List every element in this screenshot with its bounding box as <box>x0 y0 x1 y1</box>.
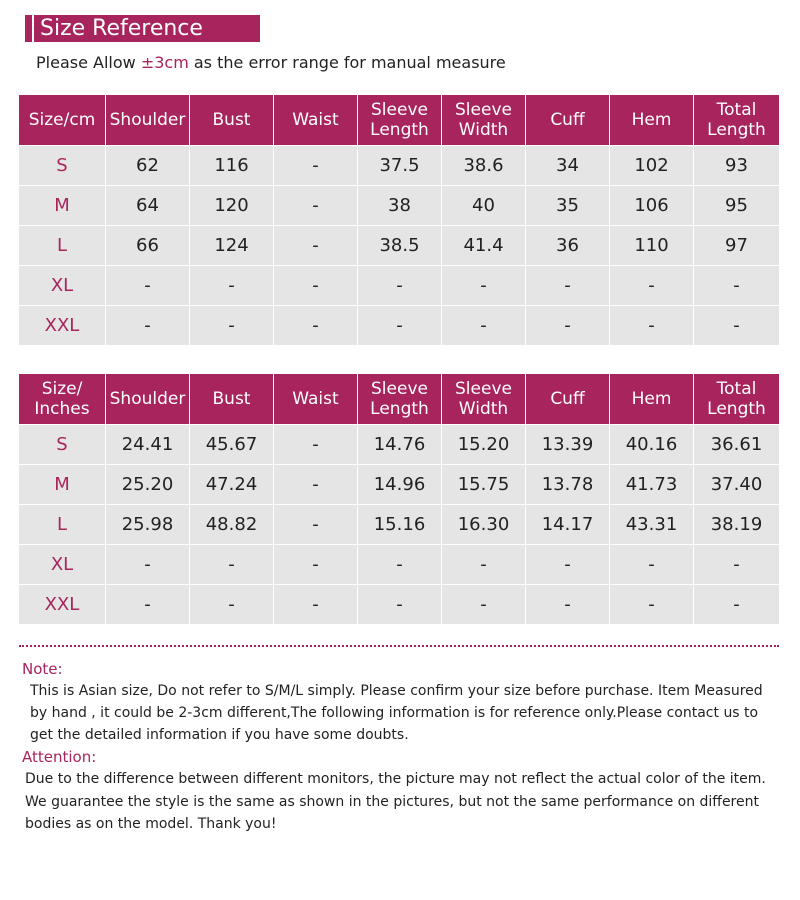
measurement-cell: 62 <box>106 145 190 185</box>
measurement-cell: - <box>694 305 779 345</box>
measurement-cell: - <box>358 584 442 624</box>
table-row <box>19 185 779 225</box>
measurement-cell: - <box>274 544 358 584</box>
measurement-cell: 106 <box>610 185 694 225</box>
measurement-cell: 102 <box>610 145 694 185</box>
measurement-cell: - <box>106 584 190 624</box>
measurement-cell: - <box>526 265 610 305</box>
measurement-cell: - <box>526 544 610 584</box>
measurement-cell: 41.73 <box>610 464 694 504</box>
measurement-cell: - <box>274 305 358 345</box>
table-row <box>19 584 779 624</box>
column-header-text: Sleeve <box>371 100 428 120</box>
column-header <box>526 95 610 145</box>
measurement-cell: 36.61 <box>694 424 779 464</box>
page-title: Size Reference <box>40 16 203 41</box>
measurement-cell: 14.96 <box>358 464 442 504</box>
measurement-cell: 38.5 <box>358 225 442 265</box>
size-label: S <box>19 424 106 464</box>
measurement-cell: - <box>274 145 358 185</box>
measurement-cell: - <box>694 265 779 305</box>
column-header-text: Inches <box>34 399 90 419</box>
size-label: L <box>19 225 106 265</box>
measurement-cell: - <box>442 584 526 624</box>
column-header <box>358 95 442 145</box>
measurement-cell: 48.82 <box>190 504 274 544</box>
column-header <box>274 95 358 145</box>
table-row <box>19 504 779 544</box>
measurement-cell: - <box>610 305 694 345</box>
measurement-cell: 15.20 <box>442 424 526 464</box>
measurement-cell: - <box>358 265 442 305</box>
measurement-cell: 38 <box>358 185 442 225</box>
column-header <box>610 374 694 424</box>
size-label: L <box>19 504 106 544</box>
measurement-cell: - <box>610 584 694 624</box>
column-header <box>526 374 610 424</box>
measurement-cell: 15.75 <box>442 464 526 504</box>
column-header-text: Sleeve <box>455 100 512 120</box>
measurement-cell: 64 <box>106 185 190 225</box>
measurement-cell: - <box>358 544 442 584</box>
measurement-cell: - <box>274 504 358 544</box>
column-header-text: Length <box>370 399 429 419</box>
measurement-cell: 16.30 <box>442 504 526 544</box>
column-header-text: Length <box>707 399 766 419</box>
measurement-cell: - <box>190 544 274 584</box>
measurement-cell: 36 <box>526 225 610 265</box>
column-header <box>694 374 779 424</box>
attention-line: We guarantee the style is the same as shown in the pictures, but not the same performance on different <box>25 793 759 810</box>
measurement-cell: 66 <box>106 225 190 265</box>
column-header <box>610 95 694 145</box>
measurement-cell: 41.4 <box>442 225 526 265</box>
measurement-cell: - <box>190 265 274 305</box>
attention-heading: Attention: <box>22 748 97 766</box>
error-range-value: ±3cm <box>140 53 189 72</box>
column-header-text: Total <box>716 100 757 120</box>
measurement-cell: - <box>358 305 442 345</box>
column-header-text: Shoulder <box>109 110 186 130</box>
column-header <box>106 374 190 424</box>
attention-line: bodies as on the model. Thank you! <box>25 816 277 832</box>
error-range-prefix: Please Allow <box>36 53 141 72</box>
column-header <box>442 374 526 424</box>
measurement-cell: 15.16 <box>358 504 442 544</box>
column-header <box>106 95 190 145</box>
measurement-cell: - <box>610 265 694 305</box>
error-range-suffix: as the error range for manual measure <box>188 53 506 72</box>
measurement-cell: 13.78 <box>526 464 610 504</box>
column-header-text: Hem <box>631 110 672 130</box>
column-header-text: Cuff <box>550 110 585 130</box>
table-row <box>19 265 779 305</box>
measurement-cell: 38.19 <box>694 504 779 544</box>
note-line: by hand , it could be 2-3cm different,The following information is for reference only.Please contact us to <box>30 705 759 721</box>
size-label: XXL <box>19 305 106 345</box>
column-header-text: Cuff <box>550 389 585 409</box>
inch-size-table <box>19 374 779 624</box>
measurement-cell: - <box>106 305 190 345</box>
measurement-cell: - <box>274 584 358 624</box>
measurement-cell: 13.39 <box>526 424 610 464</box>
measurement-cell: - <box>526 584 610 624</box>
column-header <box>190 374 274 424</box>
attention-body <box>25 768 785 836</box>
measurement-cell: 93 <box>694 145 779 185</box>
column-header <box>274 374 358 424</box>
column-header-text: Bust <box>212 389 251 409</box>
column-header <box>190 95 274 145</box>
column-header-text: Width <box>458 399 509 419</box>
note-line: get the detailed information if you have some doubts. <box>30 727 409 743</box>
measurement-cell: 35 <box>526 185 610 225</box>
measurement-cell: 47.24 <box>190 464 274 504</box>
note-body <box>30 680 785 746</box>
table-row <box>19 305 779 345</box>
measurement-cell: - <box>694 584 779 624</box>
measurement-cell: 40.16 <box>610 424 694 464</box>
measurement-cell: 120 <box>190 185 274 225</box>
measurement-cell: - <box>442 265 526 305</box>
table-row <box>19 544 779 584</box>
measurement-cell: - <box>526 305 610 345</box>
size-label: XL <box>19 544 106 584</box>
measurement-cell: - <box>442 544 526 584</box>
measurement-cell: - <box>106 265 190 305</box>
measurement-cell: 95 <box>694 185 779 225</box>
column-header-text: Size/cm <box>28 110 96 130</box>
size-label: M <box>19 185 106 225</box>
measurement-cell: - <box>274 424 358 464</box>
measurement-cell: 45.67 <box>190 424 274 464</box>
column-header <box>442 95 526 145</box>
column-header-text: Size/ <box>41 379 83 399</box>
measurement-cell: 25.98 <box>106 504 190 544</box>
column-header <box>19 95 106 145</box>
measurement-cell: 110 <box>610 225 694 265</box>
column-header <box>358 374 442 424</box>
table-header-row <box>19 95 779 145</box>
error-range-note <box>36 52 506 74</box>
cm-size-table <box>19 95 779 345</box>
column-header-text: Sleeve <box>455 379 512 399</box>
measurement-cell: - <box>274 464 358 504</box>
measurement-cell: - <box>190 584 274 624</box>
column-header-text: Total <box>716 379 757 399</box>
column-header-text: Sleeve <box>371 379 428 399</box>
column-header <box>694 95 779 145</box>
measurement-cell: - <box>442 305 526 345</box>
column-header-text: Waist <box>292 389 339 409</box>
measurement-cell: - <box>190 305 274 345</box>
measurement-cell: 124 <box>190 225 274 265</box>
column-header-text: Length <box>707 120 766 140</box>
measurement-cell: 14.76 <box>358 424 442 464</box>
note-heading: Note: <box>22 660 63 678</box>
note-line: This is Asian size, Do not refer to S/M/L simply. Please confirm your size before purchase. Item Measured <box>30 683 763 699</box>
column-header-text: Shoulder <box>109 389 186 409</box>
measurement-cell: - <box>274 185 358 225</box>
measurement-cell: 37.5 <box>358 145 442 185</box>
measurement-cell: 40 <box>442 185 526 225</box>
measurement-cell: 25.20 <box>106 464 190 504</box>
table-row <box>19 225 779 265</box>
measurement-cell: - <box>610 544 694 584</box>
measurement-cell: 43.31 <box>610 504 694 544</box>
column-header-text: Width <box>458 120 509 140</box>
column-header-text: Waist <box>292 110 339 130</box>
measurement-cell: 38.6 <box>442 145 526 185</box>
measurement-cell: 37.40 <box>694 464 779 504</box>
size-label: M <box>19 464 106 504</box>
measurement-cell: 14.17 <box>526 504 610 544</box>
attention-line: Due to the difference between different monitors, the picture may not reflect the actual color of the item. <box>25 771 766 787</box>
size-label: S <box>19 145 106 185</box>
column-header-text: Length <box>370 120 429 140</box>
measurement-cell: - <box>274 265 358 305</box>
column-header <box>19 374 106 424</box>
table-row <box>19 464 779 504</box>
measurement-cell: 24.41 <box>106 424 190 464</box>
measurement-cell: - <box>274 225 358 265</box>
table-header-row <box>19 374 779 424</box>
size-label: XL <box>19 265 106 305</box>
measurement-cell: 116 <box>190 145 274 185</box>
measurement-cell: 34 <box>526 145 610 185</box>
measurement-cell: 97 <box>694 225 779 265</box>
table-row <box>19 145 779 185</box>
column-header-text: Bust <box>212 110 251 130</box>
measurement-cell: - <box>694 544 779 584</box>
table-row <box>19 424 779 464</box>
column-header-text: Hem <box>631 389 672 409</box>
size-label: XXL <box>19 584 106 624</box>
measurement-cell: - <box>106 544 190 584</box>
dotted-divider <box>19 645 779 647</box>
